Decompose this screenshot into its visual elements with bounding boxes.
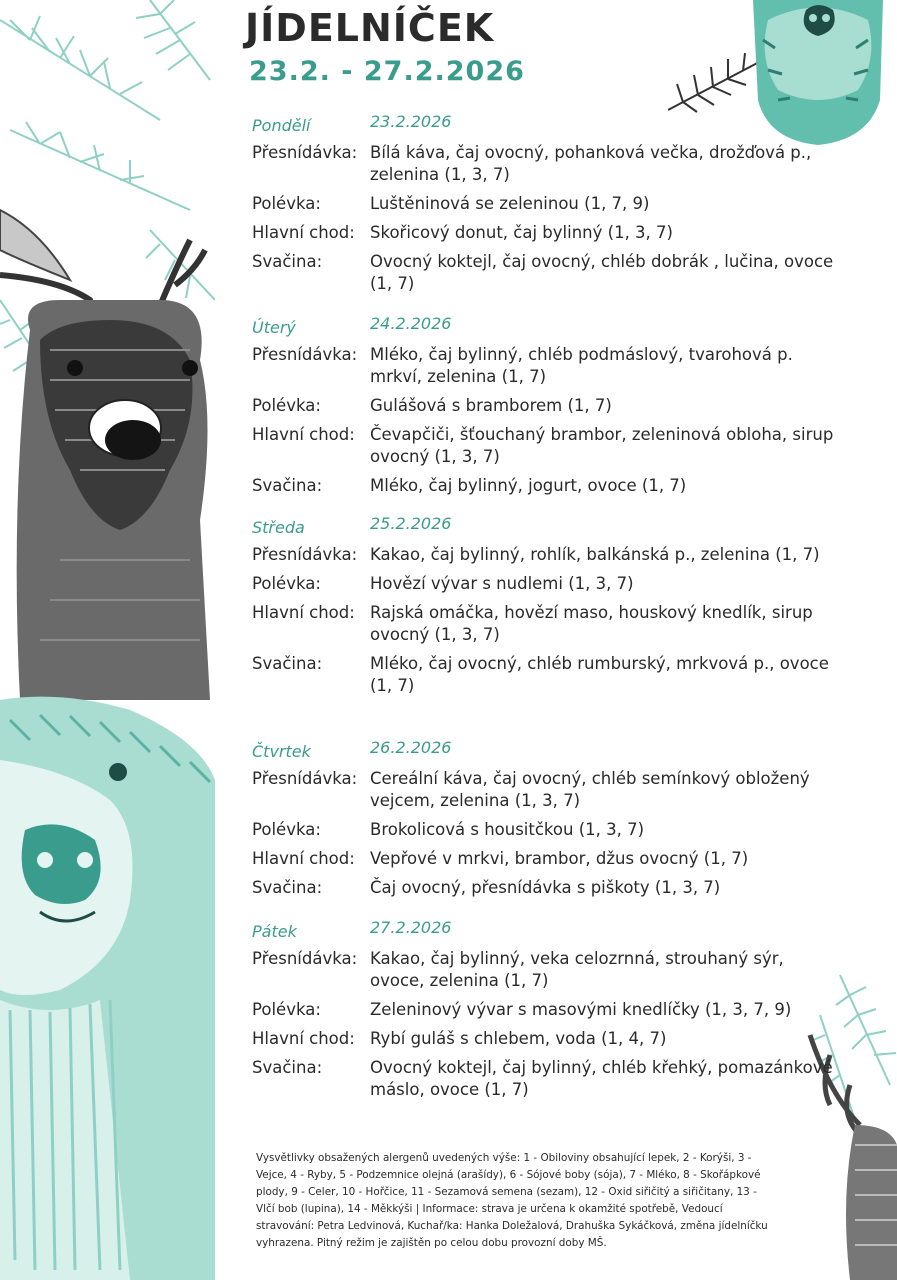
meal-label: Hlavní chod: xyxy=(252,849,355,868)
meal-label: Polévka: xyxy=(252,820,321,839)
meal-text: Čevapčiči, šťouchaný brambor, zeleninová obloha, sirup ovocný (1, 3, 7) xyxy=(370,425,834,466)
day-date: 27.2.2026 xyxy=(370,918,452,937)
meal-label: Přesnídávka: xyxy=(252,143,358,162)
meal-row xyxy=(252,999,842,1021)
meal-row xyxy=(252,819,842,841)
meal-text: Brokolicová s housitčkou (1, 3, 7) xyxy=(370,820,645,839)
meal-row xyxy=(252,948,842,992)
meal-row xyxy=(252,653,842,697)
meal-row xyxy=(252,877,842,899)
meal-text: Skořicový donut, čaj bylinný (1, 3, 7) xyxy=(370,223,673,242)
meal-text: Rybí guláš s chlebem, voda (1, 4, 7) xyxy=(370,1029,667,1048)
meal-label: Svačina: xyxy=(252,252,323,271)
meal-row xyxy=(252,848,842,870)
page-title: JÍDELNÍČEK xyxy=(245,6,495,50)
meal-label: Hlavní chod: xyxy=(252,425,355,444)
meal-text: Ovocný koktejl, čaj ovocný, chléb dobrák , lučina, ovoce (1, 7) xyxy=(370,252,834,293)
meal-row xyxy=(252,544,842,566)
meal-text: Kakao, čaj bylinný, veka celozrnná, strouhaný sýr, ovoce, zelenina (1, 7) xyxy=(370,949,784,990)
meal-row xyxy=(252,1028,842,1050)
meal-label: Polévka: xyxy=(252,396,321,415)
meal-row xyxy=(252,475,842,497)
meal-text: Luštěninová se zeleninou (1, 7, 9) xyxy=(370,194,650,213)
meal-label: Svačina: xyxy=(252,476,323,495)
meal-label: Hlavní chod: xyxy=(252,1029,355,1048)
meal-label: Svačina: xyxy=(252,654,323,673)
day-thursday xyxy=(252,738,842,906)
meal-text: Mléko, čaj ovocný, chléb rumburský, mrkvová p., ovoce (1, 7) xyxy=(370,654,829,695)
meal-row xyxy=(252,768,842,812)
day-tuesday xyxy=(252,314,842,504)
meal-row xyxy=(252,344,842,388)
allergen-legend: Vysvětlivky obsažených alergenů uvedených výše: 1 - Obiloviny obsahující lepek, 2 - Korýši, 3 - Vejce, 4 - Ryby, 5 - Podzemnice olejná (arašídy), 6 - Sójové boby (sója), 7 - Mléko, 8 - Skořápkové plody, 9 - Celer, 10 - Hořčice, 11 - Sezamová semena (sezam), 12 - Oxid siřičitý a siřičitany, 13 - Vlčí bob (lupina), 14 - Měkkýši | Informace: strava je určena k okamžité spotřebě, Vedoucí stravování: Petra Ledvinová, Kuchař/ka: Hanka Doležalová, Drahuška Sykáčková, změna jídelníčku vyhrazena. Pitný režim je zajištěn po celou dobu provozní doby MŠ. xyxy=(256,1152,768,1249)
meal-row xyxy=(252,602,842,646)
meal-label: Přesnídávka: xyxy=(252,769,358,788)
day-name: Čtvrtek xyxy=(252,742,311,761)
day-name: Pondělí xyxy=(252,116,311,135)
meal-row xyxy=(252,573,842,595)
meal-text: Mléko, čaj bylinný, chléb podmáslový, tvarohová p. mrkví, zelenina (1, 7) xyxy=(370,345,793,386)
meal-text: Zeleninový vývar s masovými knedlíčky (1, 3, 7, 9) xyxy=(370,1000,792,1019)
meal-label: Polévka: xyxy=(252,1000,321,1019)
meal-label: Přesnídávka: xyxy=(252,949,358,968)
meal-text: Vepřové v mrkvi, brambor, džus ovocný (1, 7) xyxy=(370,849,749,868)
deer-illustration xyxy=(0,210,210,700)
week-date-range: 23.2. - 27.2.2026 xyxy=(249,56,525,87)
day-date: 25.2.2026 xyxy=(370,514,452,533)
meal-text: Ovocný koktejl, čaj bylinný, chléb křehký, pomazánkové máslo, ovoce (1, 7) xyxy=(370,1058,833,1099)
meal-label: Svačina: xyxy=(252,1058,323,1077)
meal-text: Hovězí vývar s nudlemi (1, 3, 7) xyxy=(370,574,634,593)
meal-text: Cereální káva, čaj ovocný, chléb semínkový obložený vejcem, zelenina (1, 3, 7) xyxy=(370,769,810,810)
day-date: 24.2.2026 xyxy=(370,314,452,333)
meal-row xyxy=(252,1057,842,1101)
day-wednesday xyxy=(252,514,842,704)
meal-label: Polévka: xyxy=(252,574,321,593)
meal-label: Hlavní chod: xyxy=(252,603,355,622)
meal-label: Svačina: xyxy=(252,878,323,897)
meal-text: Gulášová s bramborem (1, 7) xyxy=(370,396,612,415)
meal-text: Rajská omáčka, hovězí maso, houskový knedlík, sirup ovocný (1, 3, 7) xyxy=(370,603,813,644)
meal-text: Bílá káva, čaj ovocný, pohanková večka, drožďová p., zelenina (1, 3, 7) xyxy=(370,143,812,184)
meal-label: Přesnídávka: xyxy=(252,345,358,364)
day-name: Středa xyxy=(252,518,305,537)
meal-label: Polévka: xyxy=(252,194,321,213)
meal-text: Mléko, čaj bylinný, jogurt, ovoce (1, 7) xyxy=(370,476,687,495)
day-name: Pátek xyxy=(252,922,297,941)
pine-branches xyxy=(668,53,763,112)
day-date: 26.2.2026 xyxy=(370,738,452,757)
day-name: Úterý xyxy=(252,318,296,337)
meal-text: Kakao, čaj bylinný, rohlík, balkánská p., zelenina (1, 7) xyxy=(370,545,820,564)
bear-illustration xyxy=(0,697,215,1280)
day-monday xyxy=(252,112,842,302)
meal-row xyxy=(252,251,842,295)
meal-label: Hlavní chod: xyxy=(252,223,355,242)
meal-row xyxy=(252,222,842,244)
day-date: 23.2.2026 xyxy=(370,112,452,131)
meal-text: Čaj ovocný, přesnídávka s piškoty (1, 3, 7) xyxy=(370,878,721,897)
illustration-left xyxy=(0,0,215,1280)
meal-row xyxy=(252,424,842,468)
meal-row xyxy=(252,142,842,186)
meal-row xyxy=(252,395,842,417)
meal-label: Přesnídávka: xyxy=(252,545,358,564)
meal-row xyxy=(252,193,842,215)
day-friday xyxy=(252,918,842,1108)
